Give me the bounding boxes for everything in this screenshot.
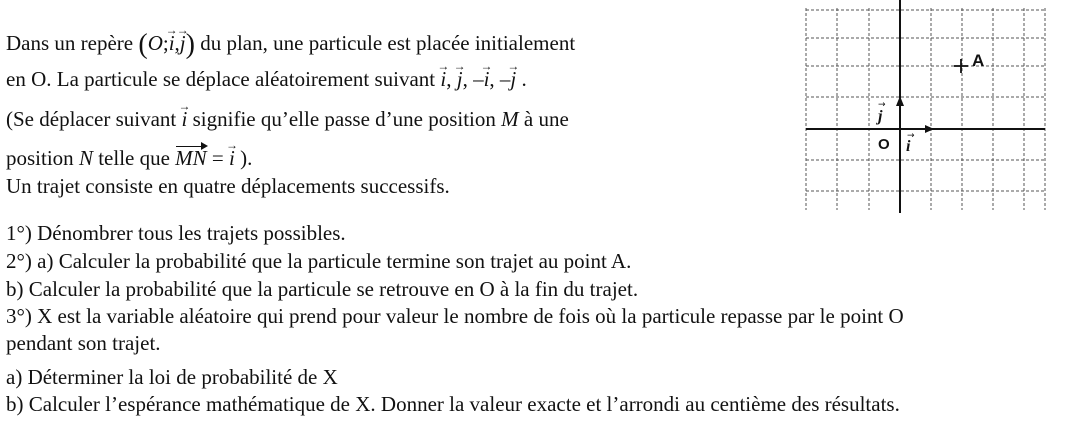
point-M: M — [501, 107, 519, 131]
intro-text-4end: ). — [234, 146, 253, 170]
vector-i: → i — [484, 66, 490, 92]
separator: , — [446, 67, 457, 91]
intro-text-1b: du plan, une particule est placée initialement — [200, 31, 576, 55]
separator: , — [174, 31, 180, 55]
grid-lines — [806, 8, 1045, 210]
vector-j: → j — [457, 66, 463, 92]
intro-text-3a: (Se déplacer suivant — [6, 107, 177, 131]
unit-j-label: j — [878, 108, 883, 125]
vector-i: → i — [229, 145, 235, 171]
separator: ; — [162, 31, 169, 55]
vector-i: → i — [440, 66, 446, 92]
intro-line-5: Un trajet consiste en quatre déplacements successifs. — [6, 174, 450, 198]
paren-open: ( — [138, 29, 148, 60]
vector-i: → i — [169, 30, 175, 56]
paren-close: ) — [185, 29, 195, 60]
intro-text-1a: Dans un repère — [6, 31, 134, 55]
origin-symbol: O — [147, 31, 163, 55]
vector-j: → j — [510, 66, 516, 92]
question-3b: b) Calculer l’espérance mathématique de X. Donner la valeur exacte et l’arrondi au centième des résultats. — [6, 392, 900, 416]
origin-label: O — [878, 136, 890, 153]
unit-j-label-arrow: → — [878, 100, 886, 110]
question-2a: 2°) a) Calculer la probabilité que la particule termine son trajet au point A. — [6, 249, 632, 273]
question-3: 3°) X est la variable aléatoire qui prend pour valeur le nombre de fois où la particule repasse par le point O — [6, 304, 904, 328]
separator: , – — [462, 67, 484, 91]
equals: = — [206, 146, 230, 170]
point-A-label: A — [972, 51, 985, 70]
question-1: 1°) Dénombrer tous les trajets possibles. — [6, 221, 346, 245]
vector-i: → i — [182, 106, 188, 132]
intro-text-2: en O. La particule se déplace aléatoirement suivant — [6, 67, 436, 91]
separator: . — [516, 67, 527, 91]
question-3-continued: pendant son trajet. — [6, 331, 161, 355]
intro-text-4a: position — [6, 146, 74, 170]
intro-text-3c: à une — [523, 107, 569, 131]
separator: , – — [489, 67, 511, 91]
unit-i-label-arrow: → — [907, 131, 915, 141]
question-2b: b) Calculer la probabilité que la particule se retrouve en O à la fin du trajet. — [6, 277, 639, 301]
question-3a: a) Déterminer la loi de probabilité de X — [6, 365, 338, 389]
vector-j: → j — [180, 30, 186, 56]
point-N: N — [78, 146, 93, 170]
intro-text-4b: telle que — [98, 146, 170, 170]
unit-vector-i-arrowhead — [925, 125, 934, 133]
vector-MN: MN — [175, 146, 207, 170]
unit-i-label: i — [906, 138, 911, 155]
intro-text-3b: signifie qu’elle passe d’une position — [192, 107, 496, 131]
